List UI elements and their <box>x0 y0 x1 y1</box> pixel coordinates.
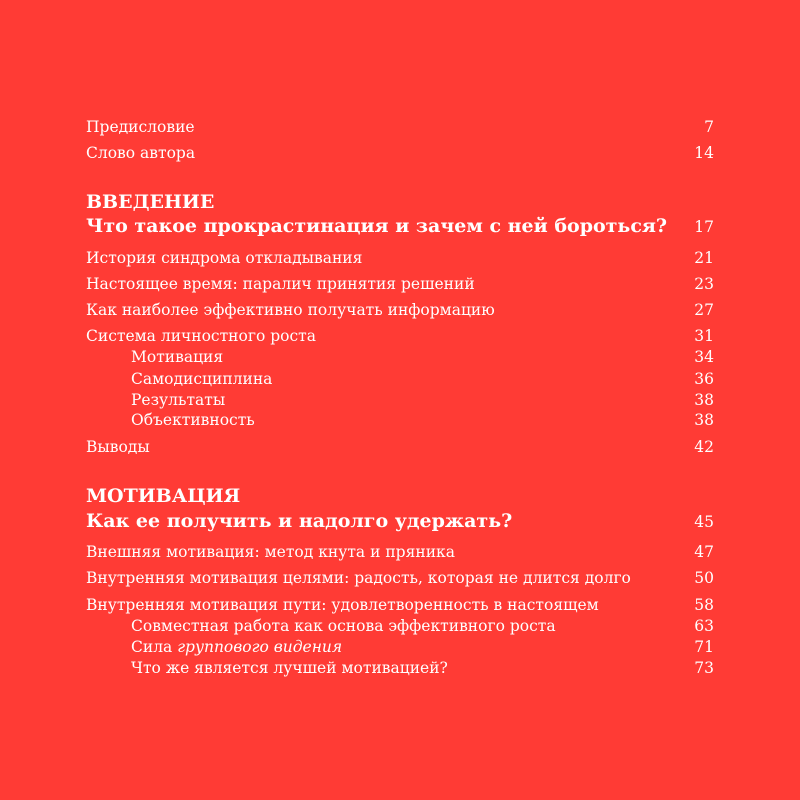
toc-entry-page: 21 <box>694 249 714 267</box>
toc-entry-title: История синдрома откладывания <box>86 249 363 267</box>
toc-entry-title <box>131 637 342 657</box>
toc-entry-title: Внешняя мотивация: метод кнута и пряника <box>86 543 455 561</box>
toc-subentry[interactable] <box>131 390 714 410</box>
toc-entry-title: Настоящее время: паралич принятия решений <box>86 275 475 293</box>
toc-subentry[interactable] <box>131 616 714 636</box>
section-label-motivation: МОТИВАЦИЯ <box>86 485 241 507</box>
toc-entry-page: 27 <box>694 301 714 319</box>
toc-entry-page: 34 <box>694 348 714 366</box>
section-heading-title: Как ее получить и надолго удержать? <box>86 510 513 532</box>
toc-entry-page: 63 <box>694 617 714 635</box>
toc-entry-title: Совместная работа как основа эффективного роста <box>131 617 556 635</box>
toc-entry[interactable] <box>86 595 714 615</box>
toc-entry-page: 47 <box>694 543 714 561</box>
toc-entry[interactable] <box>86 300 714 320</box>
toc-entry-page: 50 <box>694 569 714 587</box>
toc-entry-page: 73 <box>694 659 714 677</box>
toc-entry-title: Система личностного роста <box>86 327 316 345</box>
section-heading-page: 17 <box>694 218 714 236</box>
toc-entry-page: 23 <box>694 275 714 293</box>
toc-entry-page: 58 <box>694 596 714 614</box>
toc-entry-title: Самодисциплина <box>131 370 273 388</box>
toc-entry-page: 31 <box>694 327 714 345</box>
toc-subentry[interactable] <box>131 369 714 389</box>
toc-entry-title: Объективность <box>131 411 255 429</box>
section-heading-title: Что такое прокрастинация и зачем с ней бороться? <box>86 215 668 237</box>
toc-entry-title-plain: Сила <box>131 638 178 656</box>
toc-entry[interactable] <box>86 568 714 588</box>
toc-entry-page: 7 <box>704 118 714 136</box>
toc-entry-title: Выводы <box>86 438 150 456</box>
toc-entry-title-italic: группового видения <box>177 638 343 656</box>
toc-entry-title: Результаты <box>131 391 226 409</box>
toc-entry[interactable] <box>86 542 714 562</box>
toc-subentry[interactable] <box>131 410 714 430</box>
toc-entry-page: 71 <box>694 638 714 656</box>
toc-entry-page: 36 <box>694 370 714 388</box>
toc-entry-title: Слово автора <box>86 144 196 162</box>
section-heading-motivation[interactable] <box>86 509 714 533</box>
toc-entry-title: Внутренняя мотивация целями: радость, которая не длится долго <box>86 569 631 587</box>
toc-entry-preface[interactable] <box>86 117 714 137</box>
toc-entry-page: 38 <box>694 411 714 429</box>
toc-subentry[interactable] <box>131 347 714 367</box>
toc-entry-author-word[interactable] <box>86 143 714 163</box>
toc-entry-title: Что же является лучшей мотивацией? <box>131 659 448 677</box>
toc-entry[interactable] <box>86 326 714 346</box>
toc-entry-title: Мотивация <box>131 348 224 366</box>
toc-entry-conclusion[interactable] <box>86 437 714 457</box>
toc-entry-title: Как наиболее эффективно получать информацию <box>86 301 495 319</box>
toc-entry[interactable] <box>86 274 714 294</box>
toc-entry-page: 14 <box>694 144 714 162</box>
section-heading-intro[interactable] <box>86 214 714 238</box>
toc-entry-title: Предисловие <box>86 118 195 136</box>
section-heading-page: 45 <box>694 513 714 531</box>
toc-subentry[interactable] <box>131 637 714 657</box>
toc-entry[interactable] <box>86 248 714 268</box>
toc-subentry[interactable] <box>131 658 714 678</box>
toc-entry-page: 42 <box>694 438 714 456</box>
section-label-intro: ВВЕДЕНИЕ <box>86 191 215 213</box>
toc-entry-title: Внутренняя мотивация пути: удовлетворенность в настоящем <box>86 596 599 614</box>
toc-entry-page: 38 <box>694 391 714 409</box>
